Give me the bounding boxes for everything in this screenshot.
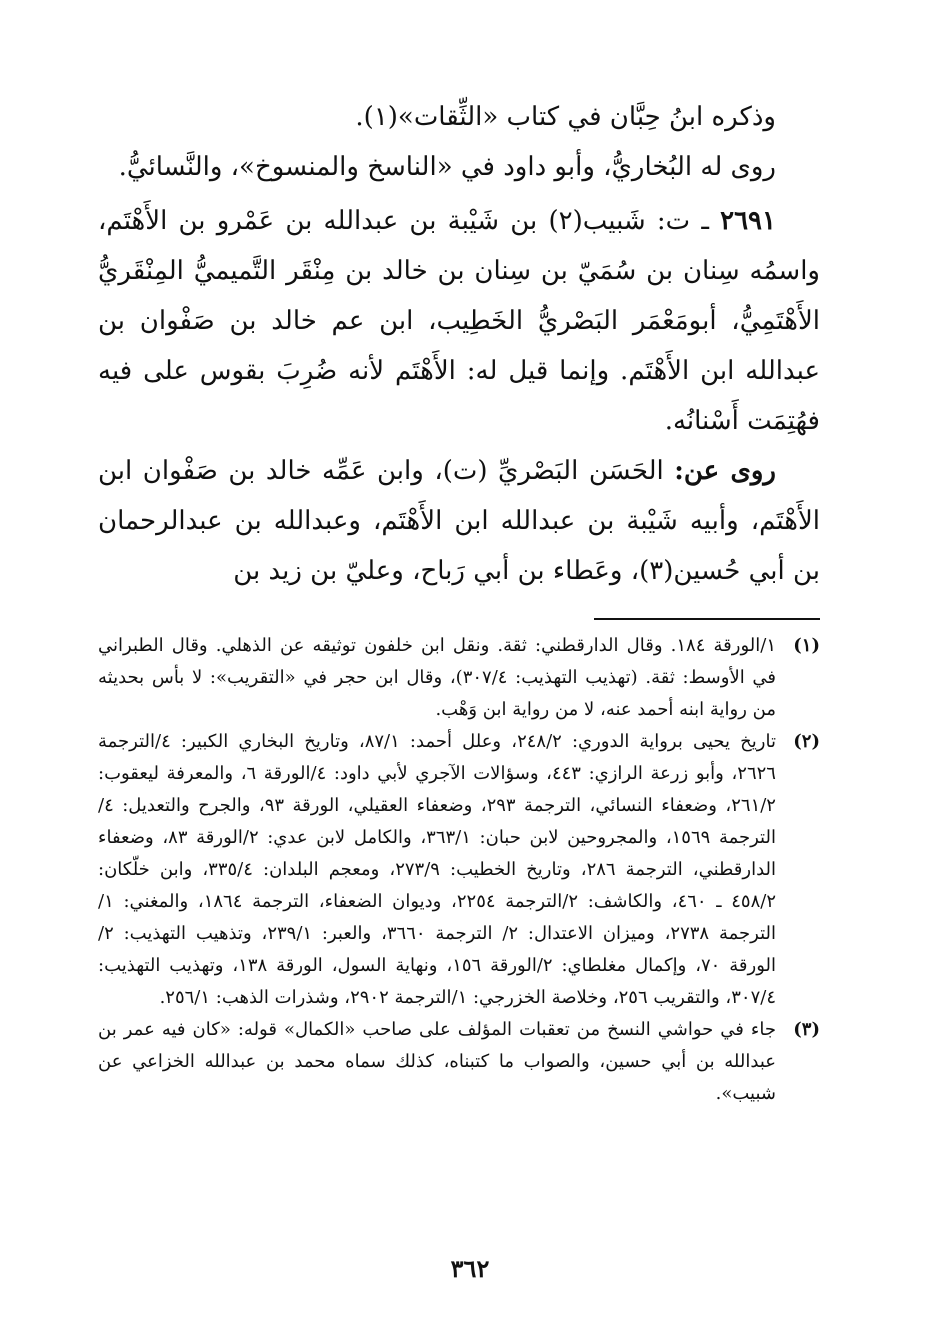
footnote-number: (٣) bbox=[793, 1019, 820, 1040]
entry-text: ـ ت: شَبيب(٢) بن شَيْبة بن عبدالله بن عَمْرو بن الأَهْتَم، واسمُه سِنان بن سُمَيّ بن سِنان بن خالد بن مِنْقَر التَّميميُّ المِنْقَريُّ الأَهْتَمِيُّ، أبومَعْمَر البَصْريُّ الخَطِيب، ابن عم خالد بن صَفْوان بن عبدالله ابن الأَهْتَم. وإنما قيل له: الأَهْتَم لأنه ضُرِبَ بقوس على فيه فهُتِمَت أَسْنانُه. bbox=[98, 206, 820, 436]
footnote-text: ١/الورقة ١٨٤. وقال الدارقطني: ثقة. ونقل ابن خلفون توثيقه عن الذهلي. وقال الطبراني في الأوسط: ثقة. (تهذيب التهذيب: ٣٠٧/٤)، وقال ابن حجر في «التقريب»: لا بأس بحديثه من رواية ابنه أحمد عنه، لا من رواية ابن وَهْب. bbox=[98, 635, 776, 720]
paragraph-rawa-an bbox=[98, 446, 820, 596]
footnote-divider bbox=[594, 618, 820, 620]
footnotes bbox=[98, 630, 820, 1110]
footnote-text: تاريخ يحيى برواية الدوري: ٢٤٨/٢، وعلل أحمد: ٨٧/١، وتاريخ البخاري الكبير: ٤/الترجمة ٢٦٢٦، وأبو زرعة الرازي: ٤٤٣، وسؤالات الآجري لأبي داود: ٤/الورقة ٦، والمعرفة ليعقوب: ٢٦١/٢، وضعفاء النسائي، الترجمة ٢٩٣، وضعفاء العقيلي، الورقة ٩٣، والجرح والتعديل: ٤/الترجمة ١٥٦٩، والمجروحين لابن حبان: ٣٦٣/١، والكامل لابن عدي: ٢/الورقة ٨٣، وضعفاء الدارقطني، الترجمة ٢٨٦، وتاريخ الخطيب: ٢٧٣/٩، ومعجم البلدان: ٣٣٥/٤، وابن خلّكان: ٤٥٨/٢ ـ ٤٦٠، والكاشف: ٢/الترجمة ٢٢٥٤، وديوان الضعفاء، الترجمة ١٨٦٤، والمغني: ١/الترجمة ٢٧٣٨، وميزان الاعتدال: ٢/ الترجمة ٣٦٦٠، والعبر: ٢٣٩/١، وتذهيب التهذيب: ٢/الورقة ٧٠، وإكمال مغلطاي: ٢/الورقة ١٥٦، ونهاية السول، الورقة ١٣٨، وتهذيب التهذيب: ٣٠٧/٤، والتقريب ٢٥٦، وخلاصة الخزرجي: ١/الترجمة ٢٩٠٢، وشذرات الذهب: ٢٥٦/١. bbox=[98, 731, 777, 1008]
entry-2691 bbox=[98, 196, 820, 446]
rawa-an-text: الحَسَن البَصْريِّ (ت)، وابن عَمِّه خالد بن صَفْوان ابن الأَهْتَم، وأبيه شَيْبة بن عبدالله ابن الأَهْتَم، وعبدالله بن عبدالرحمان بن أبي حُسين(٣)، وعَطاء بن أبي رَباح، وعليّ بن زيد بن bbox=[98, 456, 820, 586]
footnote-number: (٢) bbox=[793, 731, 820, 752]
footnote-number: (١) bbox=[793, 635, 820, 656]
main-text bbox=[98, 92, 820, 596]
footnote-text: جاء في حواشي النسخ من تعقبات المؤلف على صاحب «الكمال» قوله: «كان فيه عمر بن عبدالله بن أبي حسين، والصواب ما كتبناه، كذلك سماه محمد بن عبدالله الخزاعي عن شبيب». bbox=[98, 1019, 776, 1104]
paragraph-rawa-lahu: روى له البُخاريُّ، وأبو داود في «الناسخ والمنسوخ»، والنَّسائيُّ. bbox=[118, 152, 776, 182]
footnote-3 bbox=[98, 1014, 820, 1110]
rawa-an-label: روى عن: bbox=[674, 456, 776, 486]
page-number: ٣٦٢ bbox=[450, 1254, 490, 1283]
entry-number: ٢٦٩١ bbox=[720, 206, 776, 236]
footnote-1 bbox=[98, 630, 820, 726]
paragraph-ibn-hibban: وذكره ابنُ حِبَّان في كتاب «الثِّقات»(١). bbox=[355, 102, 776, 132]
footnote-2 bbox=[98, 726, 820, 1014]
